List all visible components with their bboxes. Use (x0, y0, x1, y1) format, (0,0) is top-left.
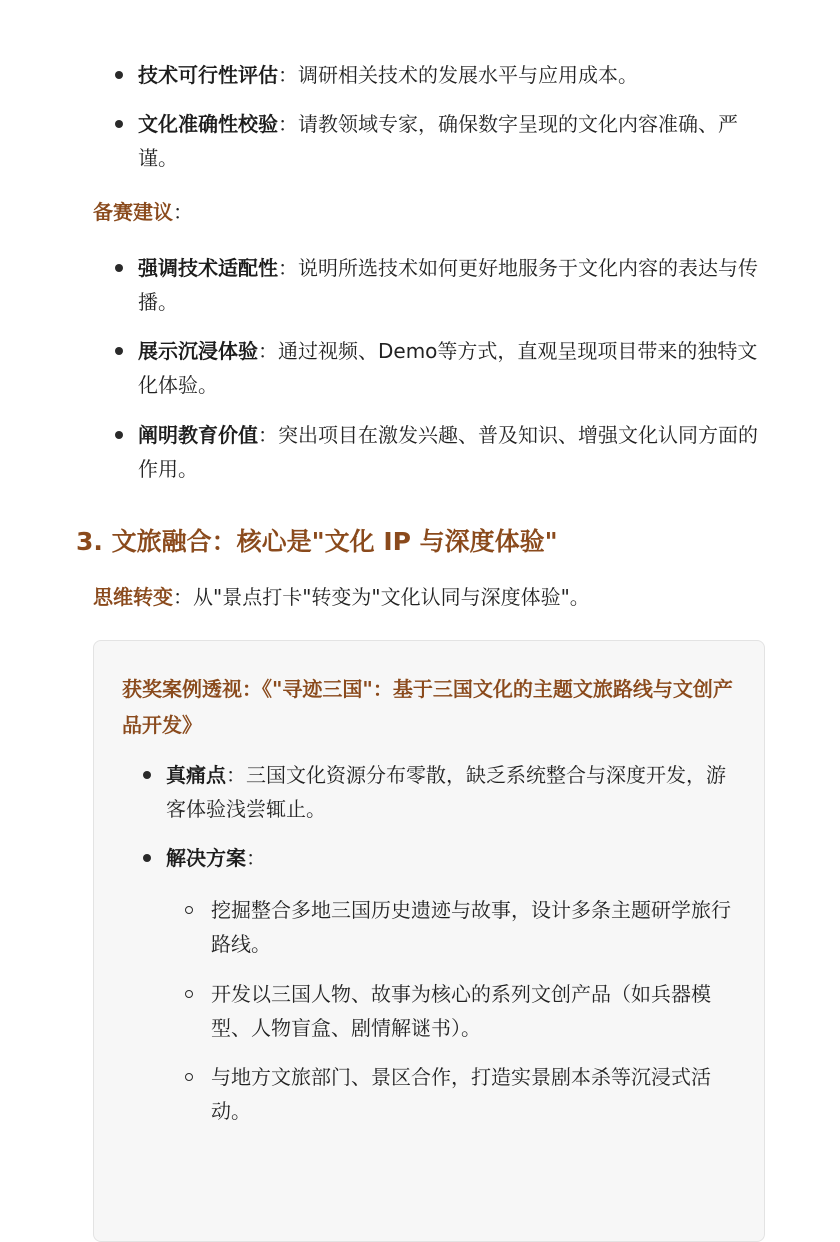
bullet-icon (115, 120, 123, 128)
bullet-icon (115, 431, 123, 439)
solution-term: 解决方案 (166, 846, 246, 870)
item-separator: ： (258, 423, 278, 447)
mindset-line (93, 580, 793, 614)
solution-separator: ： (246, 846, 266, 870)
mindset-term: 思维转变 (93, 585, 173, 609)
bullet-icon (143, 854, 151, 862)
mindset-text: 从"景点打卡"转变为"文化认同与深度体验"。 (193, 585, 590, 609)
sub-item-text: 挖掘整合多地三国历史遗迹与故事，设计多条主题研学旅行路线。 (211, 898, 731, 956)
item-term: 技术可行性评估 (138, 63, 278, 87)
circle-bullet-icon (185, 906, 193, 914)
pain-point-text: 三国文化资源分布零散，缺乏系统整合与深度开发，游客体验浅尝辄止。 (166, 763, 726, 821)
prep-advice-term: 备赛建议 (93, 200, 173, 224)
prep-advice-label (93, 195, 193, 229)
item-term: 文化准确性校验 (138, 112, 278, 136)
bullet-icon (115, 264, 123, 272)
item-separator: ： (278, 256, 298, 280)
case-study-title: 获奖案例透视：《"寻迹三国"：基于三国文化的主题文旅路线与文创产品开发》 (122, 677, 733, 737)
mindset-separator: ： (173, 585, 193, 609)
item-separator: ： (278, 112, 298, 136)
item-term: 展示沉浸体验 (138, 339, 258, 363)
item-separator: ： (258, 339, 278, 363)
sub-item-text: 与地方文旅部门、景区合作，打造实景剧本杀等沉浸式活动。 (211, 1065, 711, 1123)
bullet-icon (115, 71, 123, 79)
item-text: 请教领域专家，确保数字呈现的文化内容准确、严谨。 (138, 112, 738, 170)
pain-point-term: 真痛点 (166, 763, 226, 787)
bullet-icon (115, 347, 123, 355)
item-text: 说明所选技术如何更好地服务于文化内容的表达与传播。 (138, 256, 758, 314)
circle-bullet-icon (185, 1073, 193, 1081)
item-separator: ： (278, 63, 298, 87)
item-term: 阐明教育价值 (138, 423, 258, 447)
item-text: 突出项目在激发兴趣、普及知识、增强文化认同方面的作用。 (138, 423, 758, 481)
pain-point-separator: ： (226, 763, 246, 787)
item-text: 调研相关技术的发展水平与应用成本。 (298, 63, 638, 87)
bullet-icon (143, 771, 151, 779)
circle-bullet-icon (185, 990, 193, 998)
sub-item-text: 开发以三国人物、故事为核心的系列文创产品（如兵器模型、人物盲盒、剧情解谜书）。 (211, 982, 711, 1040)
prep-advice-separator: ： (173, 200, 193, 224)
section-heading: 3. 文旅融合：核心是"文化 IP 与深度体验" (76, 527, 558, 556)
item-term: 强调技术适配性 (138, 256, 278, 280)
item-text: 通过视频、Demo等方式，直观呈现项目带来的独特文化体验。 (138, 339, 758, 397)
